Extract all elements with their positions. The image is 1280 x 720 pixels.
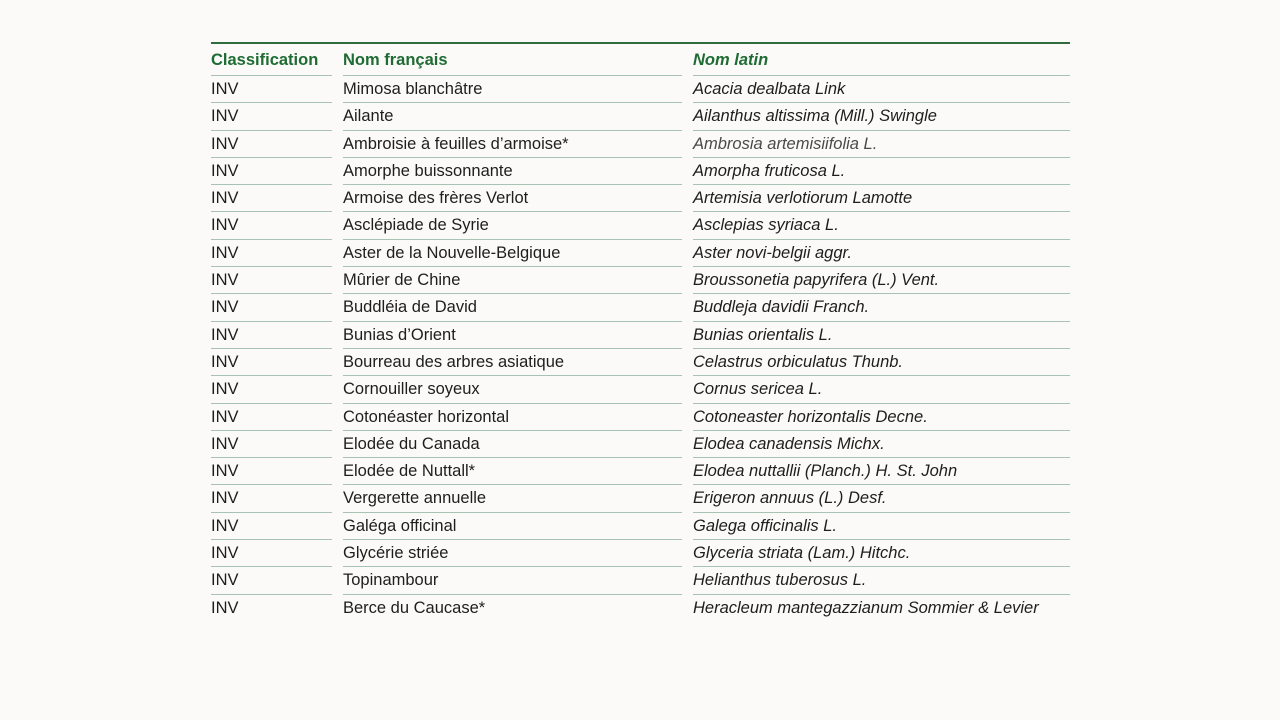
cell-classification: INV — [211, 240, 332, 267]
cell-nom-latin: Buddleja davidii Franch. — [693, 294, 1070, 321]
table-header-row — [211, 44, 1070, 76]
cell-classification: INV — [211, 485, 332, 512]
cell-classification: INV — [211, 158, 332, 185]
header-nom-francais: Nom français — [343, 44, 682, 76]
cell-nom-latin: Heracleum mantegazzianum Sommier & Levier — [693, 598, 1039, 617]
cell-nom-latin: Elodea canadensis Michx. — [693, 431, 1070, 458]
table-row — [211, 294, 1070, 321]
cell-nom-francais: Asclépiade de Syrie — [343, 212, 682, 239]
cell-nom-francais: Ambroisie à feuilles d’armoise* — [343, 131, 682, 158]
cell-nom-latin: Glyceria striata (Lam.) Hitchc. — [693, 540, 1070, 567]
table-row — [211, 404, 1070, 431]
table-row — [211, 240, 1070, 267]
cell-classification: INV — [211, 567, 332, 594]
cell-classification: INV — [211, 540, 332, 567]
cell-nom-francais: Topinambour — [343, 567, 682, 594]
cell-classification: INV — [211, 76, 332, 103]
cell-classification: INV — [211, 598, 239, 617]
table-row — [211, 513, 1070, 540]
cell-classification: INV — [211, 513, 332, 540]
table-body — [211, 76, 1070, 622]
cell-nom-latin: Aster novi-belgii aggr. — [693, 240, 1070, 267]
cell-classification: INV — [211, 185, 332, 212]
cell-nom-latin: Celastrus orbiculatus Thunb. — [693, 349, 1070, 376]
cell-nom-francais: Cotonéaster horizontal — [343, 404, 682, 431]
header-nom-latin: Nom latin — [693, 44, 1070, 76]
cell-nom-francais: Bunias d’Orient — [343, 322, 682, 349]
table-row — [211, 567, 1070, 594]
cell-nom-francais: Amorphe buissonnante — [343, 158, 682, 185]
cell-nom-latin: Ambrosia artemisiifolia L. — [693, 131, 1070, 158]
cell-nom-francais: Elodée de Nuttall* — [343, 458, 682, 485]
table-row — [211, 76, 1070, 103]
cell-nom-francais: Berce du Caucase* — [343, 598, 486, 617]
cell-nom-francais: Bourreau des arbres asiatique — [343, 349, 682, 376]
species-table — [211, 42, 1070, 622]
table-row — [211, 431, 1070, 458]
cell-classification: INV — [211, 131, 332, 158]
cell-classification: INV — [211, 404, 332, 431]
cell-nom-latin: Cornus sericea L. — [693, 376, 1070, 403]
table-row — [211, 131, 1070, 158]
cell-nom-francais: Vergerette annuelle — [343, 485, 682, 512]
table-row — [211, 185, 1070, 212]
table-row — [211, 485, 1070, 512]
table-row — [211, 212, 1070, 239]
table-row — [211, 322, 1070, 349]
cell-nom-latin: Elodea nuttallii (Planch.) H. St. John — [693, 458, 1070, 485]
cell-classification: INV — [211, 267, 332, 294]
cell-nom-francais: Glycérie striée — [343, 540, 682, 567]
cell-classification: INV — [211, 294, 332, 321]
cell-classification: INV — [211, 349, 332, 376]
cell-nom-latin: Helianthus tuberosus L. — [693, 567, 1070, 594]
table-row — [211, 267, 1070, 294]
cell-nom-francais: Elodée du Canada — [343, 431, 682, 458]
cell-classification: INV — [211, 458, 332, 485]
cell-classification: INV — [211, 431, 332, 458]
table-row — [211, 376, 1070, 403]
table-row — [211, 349, 1070, 376]
cell-nom-latin: Artemisia verlotiorum Lamotte — [693, 185, 1070, 212]
cell-nom-francais: Mûrier de Chine — [343, 267, 682, 294]
cell-nom-latin: Amorpha fruticosa L. — [693, 158, 1070, 185]
cell-nom-francais: Cornouiller soyeux — [343, 376, 682, 403]
table-row — [211, 158, 1070, 185]
cell-nom-francais: Buddléia de David — [343, 294, 682, 321]
table-row — [211, 595, 1070, 622]
cell-nom-francais: Mimosa blanchâtre — [343, 76, 682, 103]
table-row — [211, 540, 1070, 567]
cell-classification: INV — [211, 212, 332, 239]
cell-nom-francais: Galéga officinal — [343, 513, 682, 540]
cell-nom-francais: Aster de la Nouvelle-Belgique — [343, 240, 682, 267]
cell-classification: INV — [211, 376, 332, 403]
cell-classification: INV — [211, 103, 332, 130]
cell-nom-latin: Ailanthus altissima (Mill.) Swingle — [693, 103, 1070, 130]
cell-nom-francais: Ailante — [343, 103, 682, 130]
cell-nom-latin: Galega officinalis L. — [693, 513, 1070, 540]
cell-nom-latin: Cotoneaster horizontalis Decne. — [693, 404, 1070, 431]
cell-nom-latin: Acacia dealbata Link — [693, 76, 1070, 103]
cell-nom-latin: Bunias orientalis L. — [693, 322, 1070, 349]
header-classification: Classification — [211, 44, 332, 76]
table-row — [211, 103, 1070, 130]
cell-classification: INV — [211, 322, 332, 349]
cell-nom-latin: Broussonetia papyrifera (L.) Vent. — [693, 267, 1070, 294]
cell-nom-latin: Erigeron annuus (L.) Desf. — [693, 485, 1070, 512]
table-row — [211, 458, 1070, 485]
cell-nom-latin: Asclepias syriaca L. — [693, 212, 1070, 239]
cell-nom-francais: Armoise des frères Verlot — [343, 185, 682, 212]
